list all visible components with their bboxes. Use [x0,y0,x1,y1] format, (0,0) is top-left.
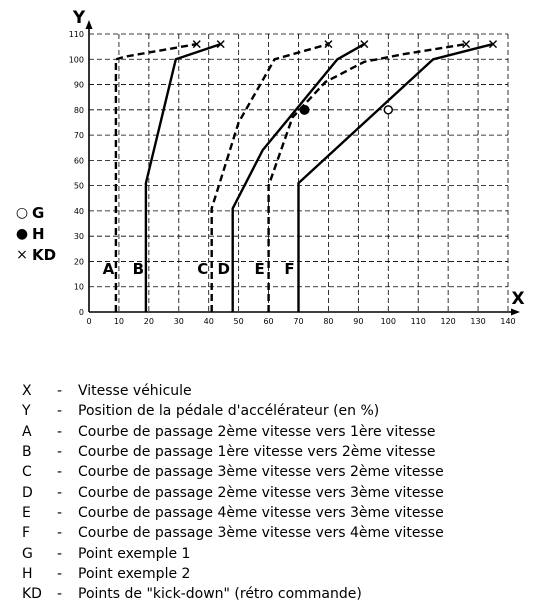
y-tick-label: 20 [73,257,84,267]
curve-label-d: D [217,260,230,279]
y-tick-label: 40 [73,206,84,216]
legend-key: F [22,525,31,542]
curve-label-a: A [102,260,115,279]
x-tick-label: 130 [470,317,486,326]
curve-label-f: F [284,260,295,279]
legend-key: E [22,504,31,521]
legend-row [22,482,522,502]
cross-icon: × [16,246,28,263]
legend-key: X [22,383,32,400]
legend-key: G [22,545,33,562]
legend-key: Y [22,403,31,420]
legend-key: D [22,484,33,501]
point-h-marker [299,105,309,115]
tick-labels [69,30,516,326]
legend-row [22,401,522,421]
y-tick-label: 0 [78,308,84,317]
x-tick-label: 140 [500,317,516,326]
legend-key: C [22,464,32,481]
x-tick-label: 10 [113,317,125,326]
y-tick-label: 70 [73,131,84,141]
legend-description: Courbe de passage 3ème vitesse vers 4ème vitesse [78,525,444,542]
legend-dash: - [57,504,63,521]
legend-dash: - [57,525,63,542]
x-tick-label: 30 [173,317,184,326]
legend-row [22,543,522,563]
legend-row [22,442,522,462]
legend-row [22,564,522,584]
x-tick-label: 70 [293,317,304,326]
symbol-legend-row [14,202,56,223]
legend-row [22,523,522,543]
y-tick-label: 30 [73,232,84,242]
curve-labels [103,260,295,278]
legend-row [22,462,522,482]
legend-dash: - [57,586,63,603]
legend-dash: - [57,484,63,501]
legend-description: Position de la pédale d'accélérateur (en %) [78,403,380,420]
y-tick-label: 10 [73,282,84,292]
legend-description: Courbe de passage 4ème vitesse vers 3ème vitesse [78,504,444,521]
legend-row [22,584,522,604]
legend-dash: - [57,565,63,582]
legend-key: KD [22,586,42,603]
x-axis-label: X [511,289,525,309]
legend-dash: - [57,423,63,440]
legend-description: Point exemple 1 [78,545,191,562]
legend-description: Points de "kick-down" (rétro commande) [78,586,362,603]
legend-row [22,503,522,523]
point-g-marker [384,106,392,114]
legend-dash: - [57,444,63,461]
legend-key: B [22,444,32,461]
legend-dash: - [57,464,63,481]
legend-dash: - [57,545,63,562]
y-tick-label: 100 [68,55,84,65]
x-tick-label: 20 [143,317,154,326]
x-tick-label: 90 [353,317,364,326]
legend-description: Vitesse véhicule [78,383,192,400]
y-tick-label: 80 [73,105,84,115]
filled-circle-icon: ● [15,225,29,242]
symbol-legend-label: KD [32,245,57,264]
legend-description: Courbe de passage 1ère vitesse vers 2ème vitesse [78,444,436,461]
symbol-legend-label: G [32,203,45,222]
y-tick-label: 60 [73,156,84,166]
legend-description: Point exemple 2 [78,565,191,582]
legend-description: Courbe de passage 2ème vitesse vers 1ère vitesse [78,423,436,440]
x-tick-label: 60 [263,317,274,326]
y-tick-label: 50 [73,181,84,191]
symbol-legend [14,202,56,265]
legend-row [22,381,522,401]
x-tick-label: 80 [323,317,334,326]
x-axis-arrow [511,309,520,316]
symbol-legend-row [14,244,56,265]
description-legend [22,381,522,604]
x-tick-label: 110 [410,317,426,326]
legend-key: H [22,565,33,582]
y-axis-arrow [86,20,93,29]
open-circle-icon: ○ [15,204,29,221]
y-tick-label: 110 [68,30,84,39]
legend-dash: - [57,403,63,420]
curve-label-b: B [132,260,145,279]
legend-description: Courbe de passage 2ème vitesse vers 3ème vitesse [78,484,444,501]
x-tick-label: 0 [86,317,92,326]
legend-key: A [22,423,32,440]
x-tick-label: 40 [203,317,214,326]
curve-label-e: E [254,260,265,279]
x-tick-label: 100 [380,317,396,326]
legend-dash: - [57,383,63,400]
x-tick-label: 50 [233,317,244,326]
symbol-legend-row [14,223,56,244]
legend-row [22,422,522,442]
curve-label-c: C [197,260,209,279]
symbol-legend-label: H [32,224,45,243]
y-tick-label: 90 [73,80,84,90]
y-axis-label: Y [72,8,86,28]
legend-description: Courbe de passage 3ème vitesse vers 2ème vitesse [78,464,444,481]
x-tick-label: 120 [440,317,456,326]
